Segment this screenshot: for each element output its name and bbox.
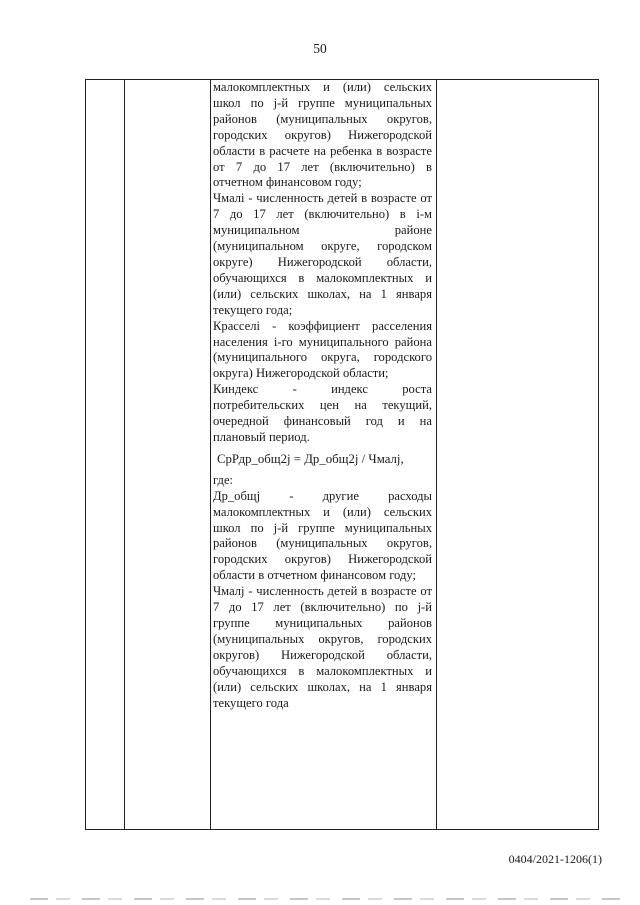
paragraph-krassel-definition: Красселi - коэффициент расселения населения i-го муниципального района (муниципального округа, городского округа) Нижегородской области; xyxy=(213,318,432,381)
paragraph-kindeks-definition: Киндекс - индекс роста потребительских цен на текущий, очередной финансовый год и на плановый период. xyxy=(213,382,432,444)
paragraph-dr-obsh-definition: Др_общj - другие расходы малокомплектных и (или) сельских школ по j-й группе муниципальных районов (муниципальных округов, городских округов) Нижегородской области в отчетном финансовом году; xyxy=(213,488,432,583)
document-code: 0404/2021-1206(1) xyxy=(508,852,602,866)
table-text-cell xyxy=(213,80,432,711)
where-label: где: xyxy=(213,472,234,487)
table-column-divider xyxy=(210,80,211,829)
paragraph-chmal-j-definition: Чмалj - численность детей в возрасте от 7 до 17 лет (включительно) по j-й группе муниципальных районов (муниципальных округов, городских округов) Нижегородской области, обучающихся в малокомплектных и (или) сельских школах, на 1 января текущего года xyxy=(213,584,432,710)
table-column-divider xyxy=(124,80,125,829)
page-number: 50 xyxy=(313,41,327,56)
paragraph-chmal-i-definition: Чмалi - численность детей в возрасте от 7 до 17 лет (включительно) в i-м муниципальном районе (муниципальном округе, городском округе) Нижегородской области, обучающихся в малокомплектных и (или) сельских школах, на 1 января текущего года; xyxy=(213,191,432,317)
formula: СрРдр_общ2j = Др_общ2j / Чмалj, xyxy=(217,451,404,466)
document-table xyxy=(85,79,599,830)
paragraph-school-expenses-definition: малокомплектных и (или) сельских школ по j-й группе муниципальных районов (муниципальных округов, городских округов) Нижегородской области в расчете на ребенка в возрасте от 7 до 17 лет (включительно) в отчетном финансовом году; xyxy=(213,80,432,190)
scan-artifact xyxy=(30,898,620,900)
table-column-divider xyxy=(436,80,437,829)
